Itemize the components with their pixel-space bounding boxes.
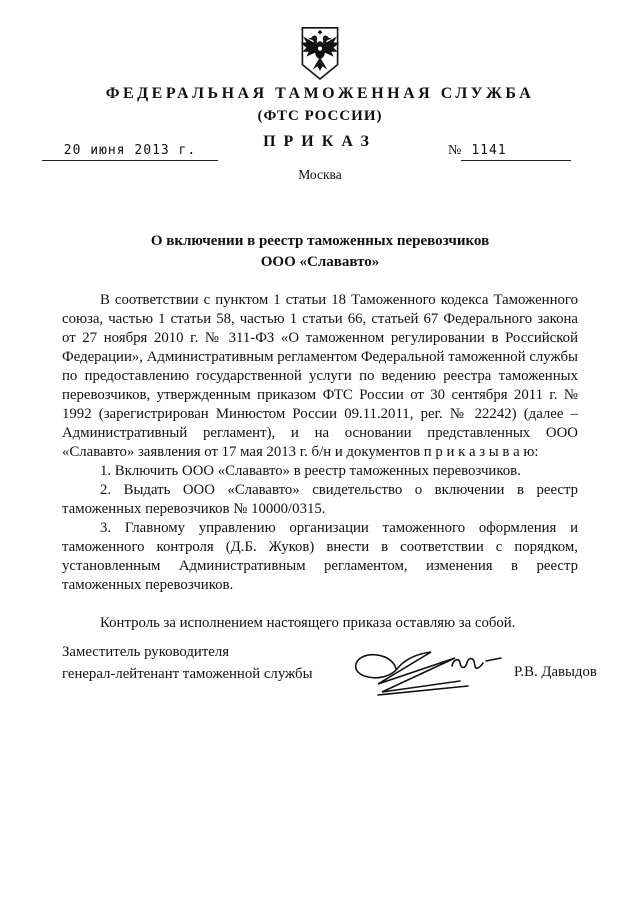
signer-position <box>62 641 352 685</box>
paragraph-item-2: 2. Выдать ООО «Слававто» свидетельство о включении в реестр таможенных перевозчиков № 10000/0315. <box>62 482 578 517</box>
city-label: Москва <box>298 167 342 182</box>
paragraph-control: Контроль за исполнением настоящего приказа оставляю за собой. <box>100 615 516 631</box>
paragraph-item-1: 1. Включить ООО «Слававто» в реестр таможенных перевозчиков. <box>100 463 521 479</box>
paragraph-item-3: 3. Главному управлению организации таможенного оформления и таможенного контроля (Д.Б. Жуков) внести в соответствии с порядком, установленным Административным регламентом, изменения в реестр таможенных перевозчиков. <box>62 520 578 593</box>
document-body <box>62 291 578 633</box>
signer-position-line1: Заместитель руководителя <box>62 644 230 660</box>
signature-scrawl <box>334 639 504 711</box>
document-type-heading: ПРИКАЗ <box>263 133 377 150</box>
signature-block <box>62 641 610 741</box>
coat-of-arms-icon <box>296 26 344 84</box>
document-title-line2: ООО «Слававто» <box>260 254 380 270</box>
document-title <box>0 231 640 273</box>
org-name: ФЕДЕРАЛЬНАЯ ТАМОЖЕННАЯ СЛУЖБА <box>105 85 535 102</box>
order-number: 1141 <box>461 143 571 161</box>
number-sign: № <box>448 143 462 158</box>
org-short-name: (ФТС РОССИИ) <box>257 108 383 124</box>
paragraph-preamble: В соответствии с пунктом 1 статьи 18 Таможенного кодекса Таможенного союза, частью 1 статьи 58, частью 1 статьи 66, статьей 67 Федерального закона от 27 ноября 2010 г. № 311-ФЗ «О таможенном регулировании в Российской Федерации», Административным регламентом Федеральной таможенной службы по предоставлению государственной услуги по ведению реестра таможенных перевозчиков, утвержденным приказом ФТС России от 30 сентября 2011 г. № 1992 (зарегистрирован Минюстом России 09.11.2011, рег. № 22242) (далее – Административный регламент), и на основании представленных ООО «Слававто» заявления от 17 мая 2013 г. б/н и документов п р и к а з ы в а ю: <box>62 292 578 460</box>
document-title-line1: О включении в реестр таможенных перевозчиков <box>150 233 490 249</box>
number-field <box>448 143 571 161</box>
signer-name: Р.В. Давыдов <box>514 664 597 680</box>
signer-position-line2: генерал-лейтенант таможенной службы <box>62 666 313 682</box>
date-field: 20 июня 2013 г. <box>42 143 218 161</box>
